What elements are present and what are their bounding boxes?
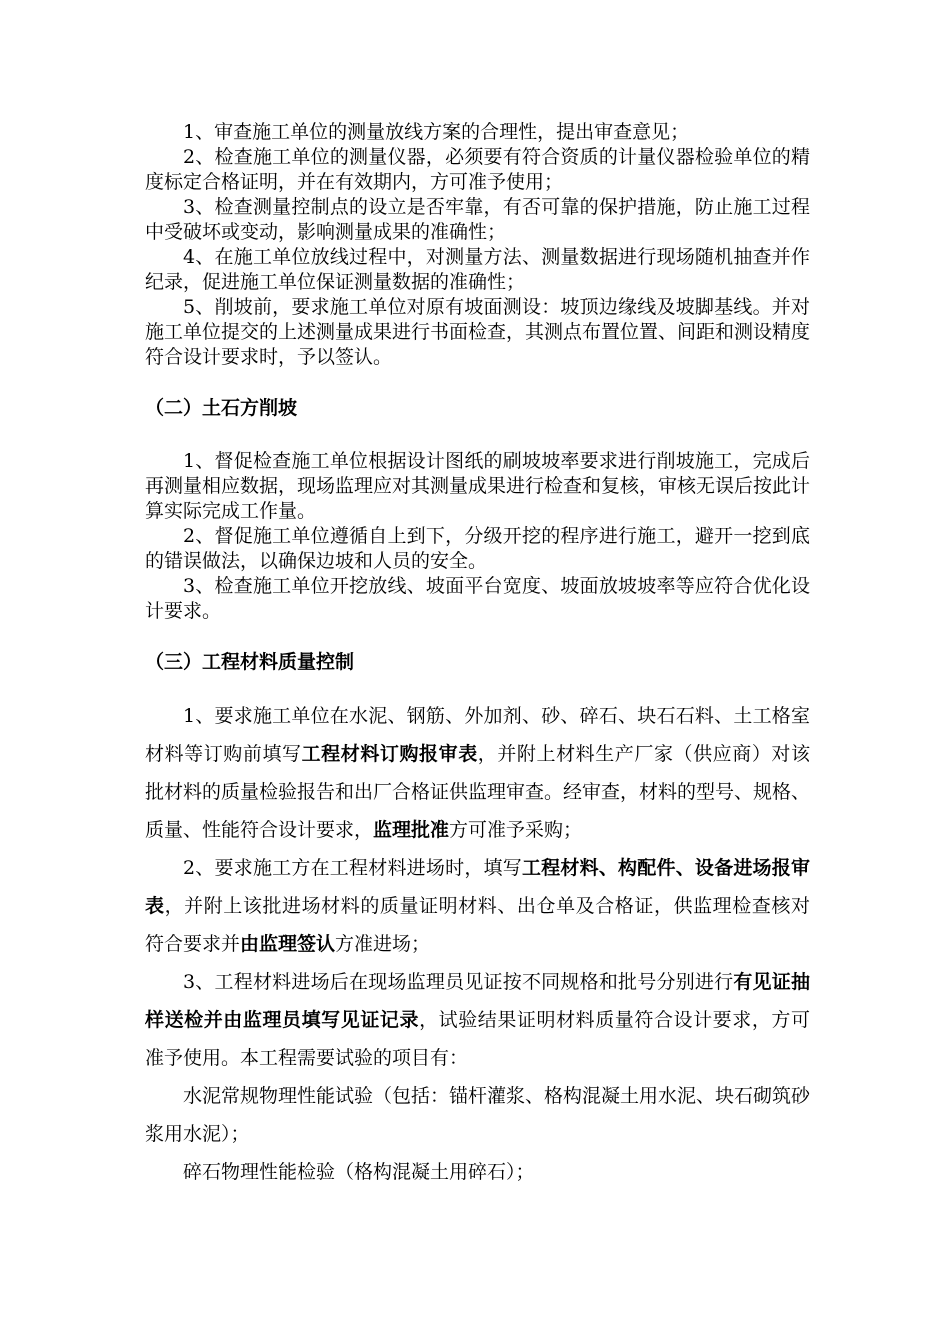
survey-item-5: 5、削坡前，要求施工单位对原有坡面测设：坡顶边缘线及坡脚基线。并对施工单位提交的上述测量成果进行书面检查，其测点布置位置、间距和测设精度符合设计要求时，予以签认。	[145, 296, 811, 368]
supervisor-sign-emphasis: 由监理签认	[240, 933, 336, 955]
slope-item-3: 3、检查施工单位开挖放线、坡面平台宽度、坡面放坡坡率等应符合优化设计要求。	[145, 575, 810, 622]
material-item-2-text-a: 2、要求施工方在工程材料进场时，填写	[183, 857, 522, 879]
material-section	[145, 697, 810, 1191]
supervisor-approval-emphasis: 监理批准	[373, 819, 450, 841]
material-item-2	[145, 849, 810, 963]
material-item-1-text-a: 1、要求施工单位在水泥、钢筋、外加剂、砂、碎石、块石石料、土工格室材料等订购前填写	[145, 705, 810, 765]
material-item-2-text-c: ，并附上该批进场材料的质量证明材料、出仓单及合格证，供监理检查核对符合要求并	[145, 895, 810, 955]
slope-item-2: 2、督促施工单位遵循自上到下，分级开挖的程序进行施工，避开一挖到底的错误做法，以确保边坡和人员的安全。	[145, 525, 810, 572]
material-entry-form-name: 工程材料、构配件、设备进场报审表	[145, 857, 810, 917]
slope-item-1: 1、督促检查施工单位根据设计图纸的刷坡坡率要求进行削坡施工，完成后再测量相应数据，现场监理应对其测量成果进行检查和复核，审核无误后按此计算实际完成工作量。	[145, 450, 811, 522]
material-item-3	[145, 963, 810, 1077]
survey-item-1: 1、审查施工单位的测量放线方案的合理性，提出审查意见；	[183, 121, 690, 143]
material-item-3-text-a: 3、工程材料进场后在现场监理员见证按不同规格和批号分别进行	[183, 971, 734, 993]
material-item-1	[145, 697, 810, 849]
slope-section-title: （二）土石方削坡	[145, 397, 298, 419]
material-order-form-name: 工程材料订购报审表	[301, 743, 478, 765]
document-page	[145, 120, 810, 1191]
survey-item-2: 2、检查施工单位的测量仪器，必须要有符合资质的计量仪器检验单位的精度标定合格证明，并在有效期内，方可准予使用；	[145, 146, 810, 193]
material-item-1-text-e: 方可准予采购；	[449, 819, 583, 841]
test-item-gravel: 碎石物理性能检验（格构混凝土用碎石）；	[183, 1161, 535, 1183]
material-item-1-text-c: ，并附上材料生产厂家（供应商）对该批材料的质量检验报告和出厂合格证供监理审查。经审查，材料的型号、规格、质量、性能符合设计要求，	[145, 743, 811, 841]
slope-section	[145, 449, 810, 624]
material-section-title: （三）工程材料质量控制	[145, 651, 355, 673]
test-item-cement: 水泥常规物理性能试验（包括：锚杆灌浆、格构混凝土用水泥、块石砌筑砂浆用水泥）；	[145, 1085, 811, 1145]
survey-section	[145, 120, 810, 370]
material-item-3-text-c: ，试验结果证明材料质量符合设计要求，方可准予使用。本工程需要试验的项目有：	[145, 1009, 810, 1069]
witness-sampling-emphasis: 有见证抽样送检并由监理员填写见证记录	[145, 971, 810, 1031]
survey-item-3: 3、检查测量控制点的设立是否牢靠，有否可靠的保护措施，防止施工过程中受破坏或变动，影响测量成果的准确性；	[145, 196, 810, 243]
material-item-2-text-e: 方准进场；	[335, 933, 431, 955]
survey-item-4: 4、在施工单位放线过程中，对测量方法、测量数据进行现场随机抽查并作纪录，促进施工单位保证测量数据的准确性；	[145, 246, 810, 293]
